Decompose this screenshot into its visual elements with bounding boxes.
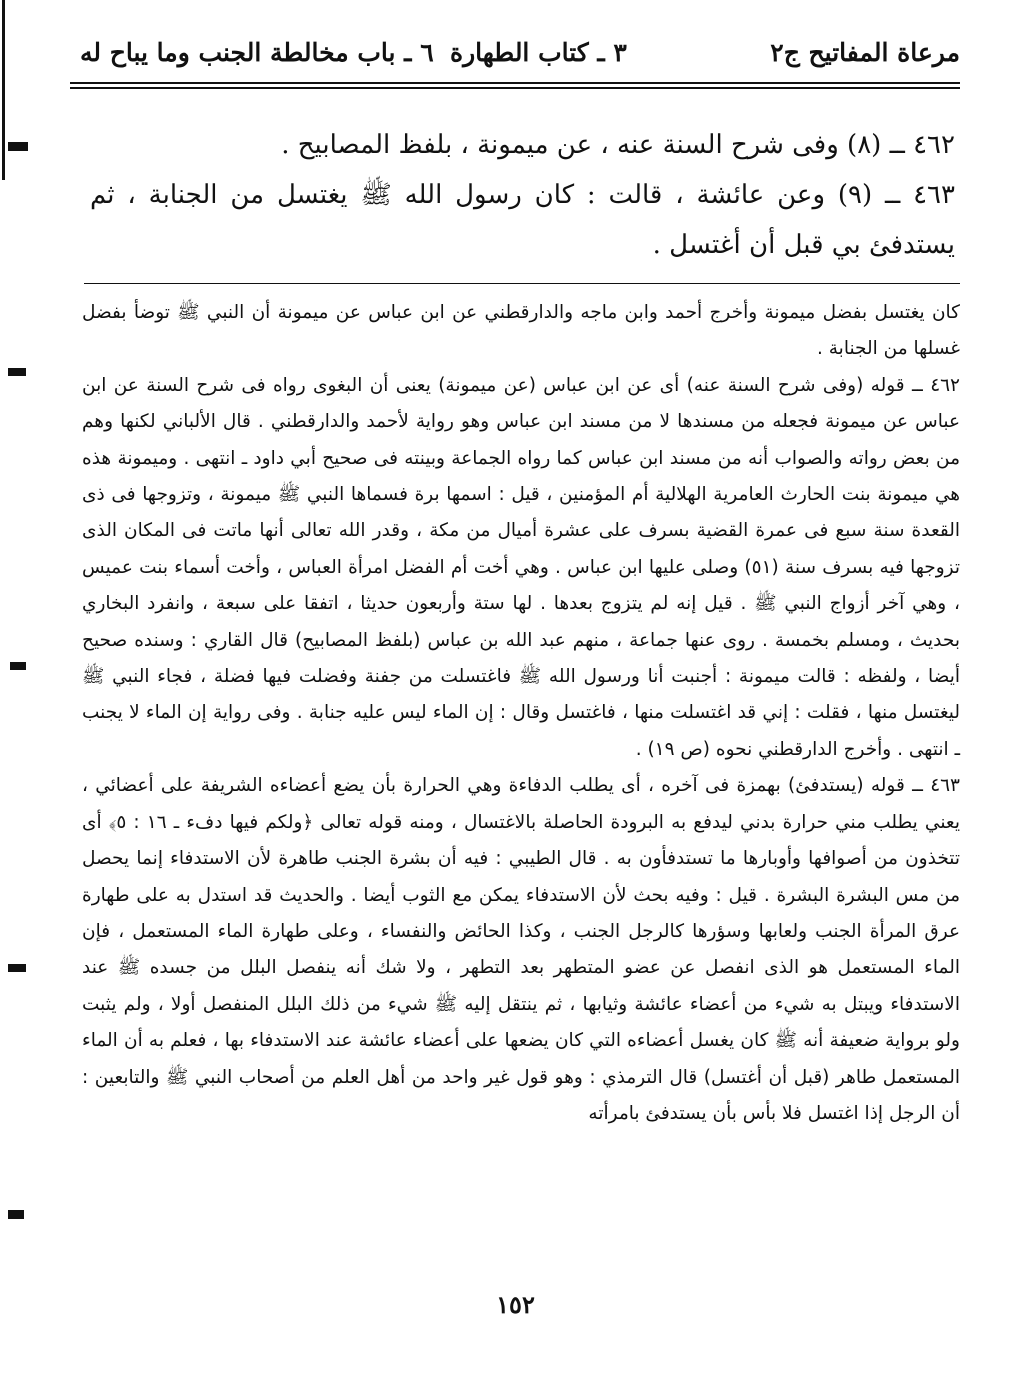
header-book-title: مرعاة المفاتيح ج٢ — [770, 38, 960, 67]
header-section: ٦ ـ باب مخالطة الجنب وما يباح له — [80, 38, 434, 67]
hadith-text — [90, 120, 955, 270]
hadith-462: ٤٦٢ ــ (٨) وفى شرح السنة عنه ، عن ميمونة ، بلفظ المصابيح . — [281, 130, 955, 160]
commentary-463: ٤٦٣ ــ قوله (يستدفئ) بهمزة فى آخره ، أى يطلب الدفاءة وهي الحرارة بأن يضع أعضاءه الشريفة على أعضائي ، يعني يطلب مني حرارة بدني ليدفع به البرودة الحاصلة بالاغتسال ، ومنه قوله تعالى ﴿ولكم فيها دفء ـ ١٦ : ٥﴾ أى تتخذون من أصوافها وأوبارها ما تستدفأون به . قال الطيبي : فيه أن بشرة الجنب طاهرة لأن الاستدفاء إنما يحصل من مس البشرة البشرة . قيل : وفيه بحث لأن الاستدفاء يمكن مع الثوب أيضا . والحديث قد استدل به على طهارة عرق المرأة الجنب ولعابها وسؤرها كالرجل الجنب ، وكذا الحائض والنفساء ، وعلى طهارة الماء المستعمل ، فإن الماء المستعمل هو الذى انفصل عن عضو المتطهر بعد التطهر ، ولا شك أنه ينفصل البلل من جسده ﷺ عند الاستدفاء ويبتل به شيء من أعضاء عائشة وثيابها ، ثم ينتقل إليه ﷺ شيء من ذلك البلل المنفصل أولا ، ولم يثبت ولو برواية ضعيفة أنه ﷺ كان يغسل أعضاءه التي كان يضعها على أعضاء عائشة عند الاستدفاء بها ، فعلم به أن الماء المستعمل طاهر (قبل أن أغتسل) قال الترمذي : وهو قول غير واحد من أهل العلم من أصحاب النبي ﷺ والتابعين : أن الرجل إذا اغتسل فلا بأس بأن يستدفئ بامرأته — [82, 775, 960, 1124]
separator-rule — [84, 283, 960, 284]
page-number: ١٥٢ — [496, 1290, 535, 1319]
commentary-continuation: كان يغتسل بفضل ميمونة وأخرج أحمد وابن ماجه والدارقطني عن ابن عباس عن ميمونة أن النبي ﷺ توضأ بفضل غسلها من الجنابة . — [82, 302, 960, 360]
scan-mark-4 — [8, 964, 26, 972]
commentary-462: ٤٦٢ ــ قوله (وفى شرح السنة عنه) أى عن ابن عباس (عن ميمونة) يعنى أن البغوى رواه فى شرح السنة عن ابن عباس عن ميمونة فجعله من مسندها لا من مسند ابن عباس وهو رواية لأحمد والدارقطني . قال الألباني لكنها وهم من بعض رواته والصواب أنه من مسند ابن عباس كما رواه الجماعة وبينته فى صحيح أبي داود ـ انتهى . وميمونة هذه هي ميمونة بنت الحارث العامرية الهلالية أم المؤمنين ، قيل : اسمها برة فسماها النبي ﷺ ميمونة ، وتزوجها فى ذى القعدة سنة سبع فى عمرة القضية بسرف على عشرة أميال من مكة ، وقدر الله تعالى أنها ماتت فى المكان الذى تزوجها فيه بسرف سنة (٥١) وصلى عليها ابن عباس . وهي أخت أم الفضل امرأة العباس ، وأخت أسماء بنت عميس ، وهي آخر أزواج النبي ﷺ . قيل إنه لم يتزوج بعدها . لها ستة وأربعون حديثا ، اتفقا على سبعة ، وانفرد البخاري بحديث ، ومسلم بخمسة . روى عنها جماعة ، منهم عبد الله بن عباس (بلفظ المصابيح) قال القاري : وسنده صحيح أيضا ، ولفظه : قالت ميمونة : أجنبت أنا ورسول الله ﷺ فاغتسلت من جفنة وفضلت فيها فضلة ، فجاء النبي ﷺ ليغتسل منها ، فقلت : إني قد اغتسلت منها ، فاغتسل وقال : إن الماء ليس عليه جنابة . وفى رواية إن الماء لا يجنب ـ انتهى . وأخرج الدارقطني نحوه (ص ١٩) . — [82, 374, 960, 760]
scan-mark-3 — [10, 662, 26, 670]
hadith-463: ٤٦٣ ــ (٩) وعن عائشة ، قالت : كان رسول الله ﷺ يغتسل من الجنابة ، ثم يستدفئ بي قبل أن أغتسل . — [90, 180, 955, 260]
header-rule-top — [70, 82, 960, 84]
running-header — [70, 30, 960, 70]
header-chapter: ٣ ـ كتاب الطهارة — [450, 38, 627, 67]
scan-edge-line — [2, 0, 5, 180]
commentary-text — [82, 295, 960, 1132]
scan-mark-1 — [8, 142, 28, 151]
scan-mark-2 — [8, 368, 26, 376]
header-rule-bottom — [70, 87, 960, 89]
scan-mark-5 — [8, 1210, 24, 1219]
